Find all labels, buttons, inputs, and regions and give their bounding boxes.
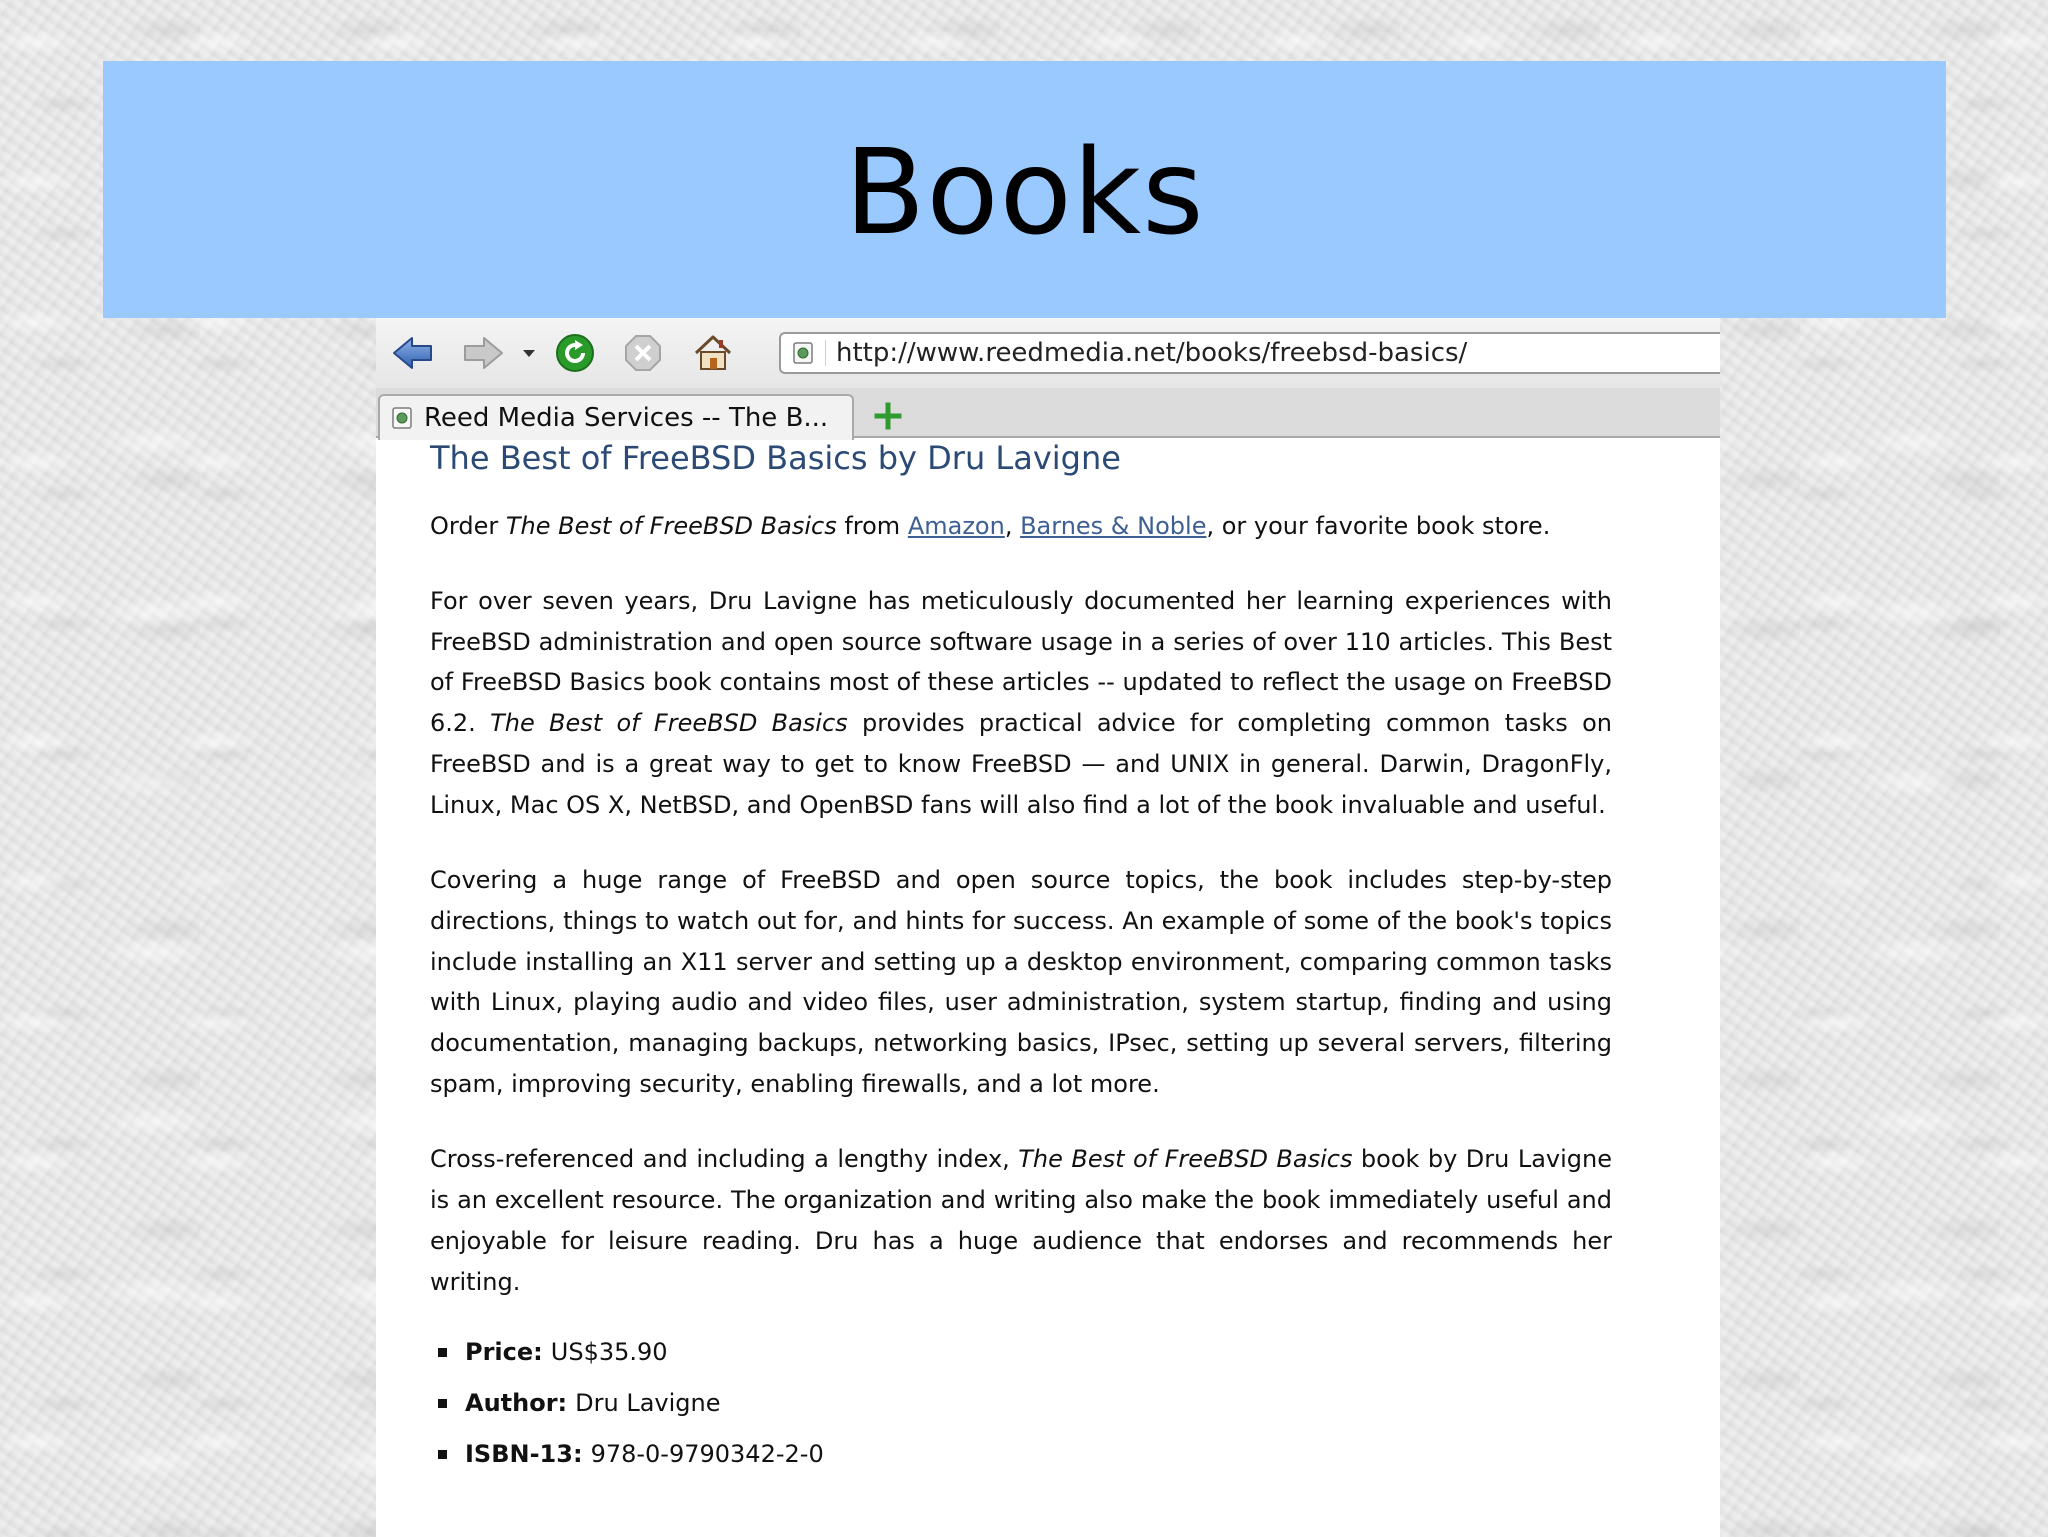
order-from: from [836,512,908,540]
detail-price [430,1332,1612,1372]
order-line [430,506,1612,546]
bullet-icon [438,1399,447,1408]
detail-label: Price: [465,1338,543,1367]
detail-value: US$35.90 [550,1338,668,1367]
navigation-toolbar [376,318,1720,388]
amazon-link[interactable]: Amazon [907,512,1005,540]
order-suffix: , or your favorite book store. [1206,512,1551,540]
detail-label: ISBN-13: [465,1440,583,1469]
order-comma: , [1004,512,1021,540]
page-content [430,438,1612,1485]
new-tab-button[interactable] [870,398,906,434]
forward-arrow-icon [462,335,504,371]
back-arrow-icon [392,335,434,371]
book-details-list [430,1332,1612,1474]
para1-book-title: The Best of FreeBSD Basics [490,709,848,738]
bullet-icon [438,1450,447,1459]
para3-book-title: The Best of FreeBSD Basics [1018,1145,1353,1174]
tab-active[interactable] [378,394,854,440]
url-text[interactable]: http://www.reedmedia.net/books/freebsd-basics/ [836,338,1468,368]
history-dropdown-icon [520,347,538,359]
page-heading: The Best of FreeBSD Basics by Dru Lavigne [430,439,1121,477]
home-button[interactable] [690,332,736,374]
stop-icon [623,333,663,373]
order-prefix: Order [430,512,506,540]
page-favicon-icon [791,341,815,365]
para3-part1: Cross-referenced and including a lengthy index, [430,1145,1019,1174]
detail-author [430,1383,1612,1423]
tab-title: Reed Media Services -- The B... [424,403,829,433]
forward-button[interactable] [460,332,506,374]
history-dropdown-button[interactable] [514,332,544,374]
tab-favicon-icon [390,406,414,430]
bullet-icon [438,1348,447,1357]
site-identity-icon[interactable] [791,340,826,366]
slide-title-banner [103,61,1946,318]
detail-value: Dru Lavigne [575,1389,721,1418]
new-tab-plus-icon [873,401,903,431]
detail-label: Author: [465,1389,568,1418]
tab-strip [376,388,1720,438]
description-paragraph-1 [430,581,1612,825]
barnes-noble-link[interactable]: Barnes & Noble [1020,512,1207,540]
description-paragraph-2: Covering a huge range of FreeBSD and open source topics, the book includes step-by-step directions, things to watch out for, and hints for success. An example of some of the book's topics include installing an X11 server and setting up a desktop environment, comparing common tasks with Linux, playing audio and video files, user administration, system startup, finding and using documentation, managing backups, networking basics, IPsec, setting up several servers, filtering spam, improving security, enabling firewalls, and a lot more. [430,866,1612,1098]
para3-part2: book by Dru Lavigne is an excellent resource. The organization and writing also make the book immediately useful and enjoyable for leisure reading. Dru has a huge audience that endorses and recommends her writing. [430,1145,1612,1296]
reload-button[interactable] [552,332,598,374]
slide-title: Books [844,122,1205,261]
para1-part2: provides practical advice for completing common tasks on FreeBSD and is a great way to get to know FreeBSD — and UNIX in general. Darwin, DragonFly, Linux, Mac OS X, NetBSD, and OpenBSD fans will also find a lot of the book invaluable and useful. [430,709,1613,819]
back-button[interactable] [390,332,436,374]
url-bar[interactable] [779,332,1720,374]
stop-button[interactable] [620,332,666,374]
order-book-title: The Best of FreeBSD Basics [505,512,837,540]
description-paragraph-3 [430,1139,1612,1302]
para1-part1: For over seven years, Dru Lavigne has meticulously documented her learning experiences with FreeBSD administration and open source software usage in a series of over 110 articles. This Best of FreeBSD Basics book contains most of these articles -- updated to reflect the usage on FreeBSD 6.2. [430,587,1612,738]
home-icon [692,333,734,373]
detail-isbn [430,1434,1612,1474]
browser-window [376,318,1720,1537]
detail-value: 978-0-9790342-2-0 [590,1440,824,1469]
reload-icon [554,332,596,374]
